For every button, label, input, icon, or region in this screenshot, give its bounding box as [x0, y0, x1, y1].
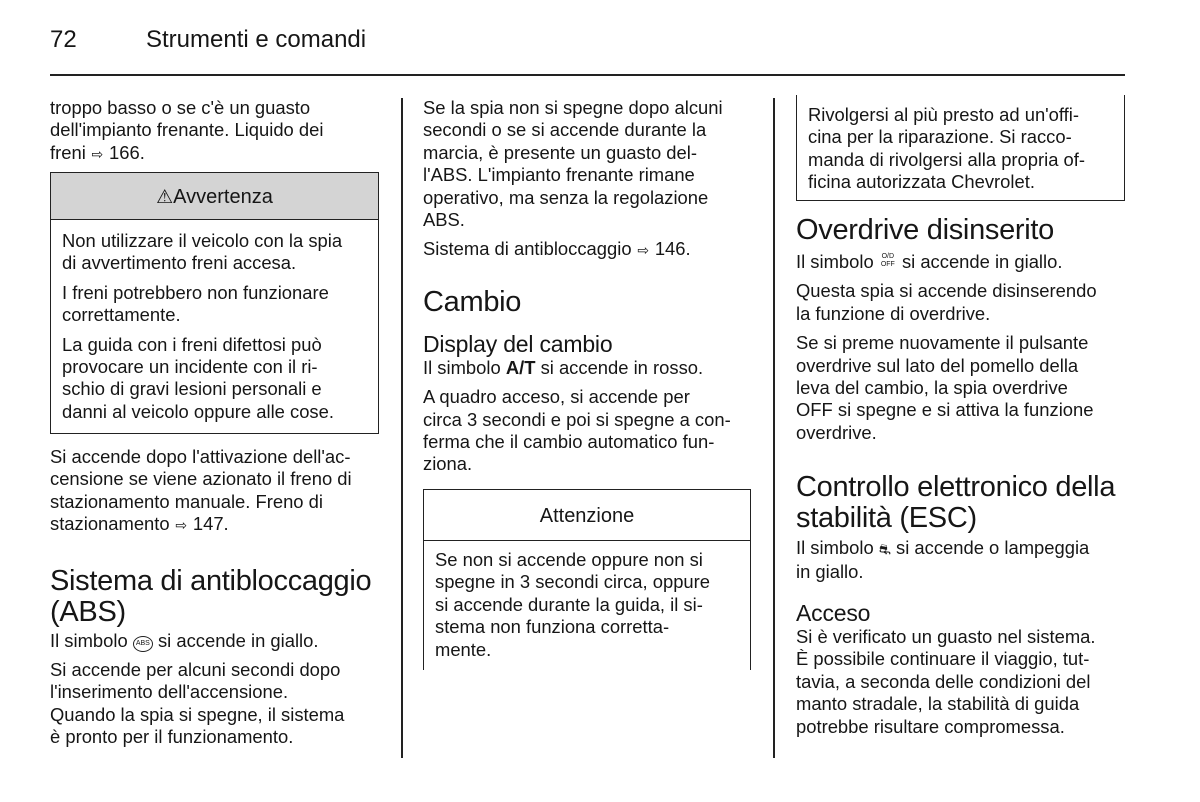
- warning-box-header: [51, 173, 378, 220]
- esc-warning-icon: ⛐: [878, 541, 891, 558]
- warning-title: Avvertenza: [173, 186, 273, 208]
- paragraph: Si accende dopo l'attivazione dell'ac- censione se viene azionato il freno di stazionamento manuale. Freno di stazionamento ⇨ 147.: [50, 446, 385, 537]
- warning-triangle-icon: ⚠: [156, 187, 174, 208]
- paragraph: Se si preme nuovamente il pulsante overdrive sul lato del pomello della leva del cambio, la spia overdrive OFF si spegne e si attiva la funzione overdrive.: [796, 332, 1094, 443]
- overdrive-heading: Overdrive disinserito: [796, 214, 1055, 246]
- column-divider: [401, 98, 403, 758]
- paragraph: Il simbolo ⛐ si accende o lampeggia in giallo.: [796, 537, 1090, 582]
- paragraph: Si accende per alcuni secondi dopo l'inserimento dell'accensione. Quando la spia si spegne, il sistema è pronto per il funzionamento.: [50, 659, 345, 748]
- page-reference[interactable]: 166.: [109, 141, 145, 163]
- column-divider: [773, 98, 775, 758]
- page-reference[interactable]: 146.: [654, 238, 691, 260]
- display-cambio-heading: Display del cambio: [423, 330, 613, 357]
- acceso-heading: Acceso: [796, 600, 871, 627]
- column-1-lower: Si accende dopo l'attivazione dell'ac- censione se viene azionato il freno di stazionamento manuale. Freno di stazionamento ⇨ 147. Sistema di antibloccaggio (ABS) Il simbolo ABS si accende in giallo. Si accende per alcuni secondi dopo l'inserimento dell'accensione. Quando la spia si spegne, il sistema è pronto per il funzionamento.: [50, 446, 385, 749]
- cambio-heading: Cambio: [423, 285, 522, 318]
- esc-heading: Controllo elettronico della stabilità (ESC): [796, 471, 1116, 535]
- column-3: Overdrive disinserito Il simbolo O/D OFF si accende in giallo. Questa spia si accende disinserendo la funzione di overdrive. Se si preme nuovamente il pulsante overdrive sul lato del pomello della leva del cambio, la spia overdrive OFF si spegne e si attiva la funzione overdrive. Controllo elettronico della stabilità (ESC) Il simbolo ⛐ si accende o lampeggia in giallo. Acceso Si è verificato un guasto nel sistema. È possibile continuare il viaggio, tut- tavia, a seconda delle condizioni del manto stradale, la stabilità di guida potrebbe risultare compromessa.: [796, 215, 1131, 738]
- paragraph: troppo basso o se c'è un guasto dell'impianto frenante. Liquido dei freni ⇨ 166.: [50, 97, 385, 165]
- page-title: Strumenti e comandi: [146, 26, 367, 53]
- caution-title: Attenzione: [539, 505, 635, 527]
- page-number: 72: [50, 26, 77, 53]
- caution-box-header: [424, 490, 750, 541]
- warning-body: Non utilizzare il veicolo con la spia di avvertimento freni accesa. I freni potrebbero non funzionare correttamente. La guida con i freni difettosi può provocare un incidente con il ri- schio di gravi lesioni personali e danni al veicolo oppure alle cose.: [62, 230, 343, 422]
- column-1: [50, 97, 385, 165]
- header-divider: [50, 74, 1125, 76]
- abs-heading: Sistema di antibloccaggio (ABS): [50, 564, 372, 628]
- overdrive-off-icon: O/D OFF: [880, 253, 895, 268]
- at-symbol: A/T: [505, 356, 536, 378]
- caution-body: Se non si accende oppure non si spegne in 3 secondi circa, oppure si accende durante la guida, il si- stema non funziona corretta- mente.: [435, 549, 711, 660]
- paragraph: Si è verificato un guasto nel sistema. È possibile continuare il viaggio, tut- tavia, a seconda delle condizioni del manto stradale, la stabilità di guida potrebbe risultare compromessa.: [796, 626, 1096, 737]
- reference-arrow-icon: ⇨: [91, 145, 104, 162]
- warning-box: [50, 172, 379, 434]
- column-2: Se la spia non si spegne dopo alcuni secondi o se si accende durante la marcia, è presente un guasto del- l'ABS. L'impianto frenante rimane operativo, ma senza la regolazione ABS. Sistema di antibloccaggio ⇨ 146. Cambio Display del cambio Il simbolo A/T si accende in rosso. A quadro acceso, si accende per circa 3 secondi e poi si spegne a con- ferma che il cambio automatico fun- ziona.: [423, 97, 758, 476]
- reference-arrow-icon: ⇨: [637, 242, 650, 259]
- continued-notice-box: Rivolgersi al più presto ad un'offi- cina per la riparazione. Si racco- manda di rivolgersi alla propria of- ficina autorizzata Chevrolet.: [796, 95, 1125, 201]
- paragraph: Questa spia si accende disinserendo la funzione di overdrive.: [796, 280, 1097, 324]
- page-reference[interactable]: 147.: [192, 513, 229, 535]
- reference-arrow-icon: ⇨: [175, 517, 188, 534]
- caution-box: [423, 489, 751, 670]
- paragraph: Se la spia non si spegne dopo alcuni secondi o se si accende durante la marcia, è presente un guasto del- l'ABS. L'impianto frenante rimane operativo, ma senza la regolazione ABS.: [423, 97, 723, 231]
- abs-warning-icon: ABS: [133, 636, 153, 652]
- paragraph: A quadro acceso, si accende per circa 3 secondi e poi si spegne a con- ferma che il cambio automatico fun- ziona.: [423, 386, 731, 475]
